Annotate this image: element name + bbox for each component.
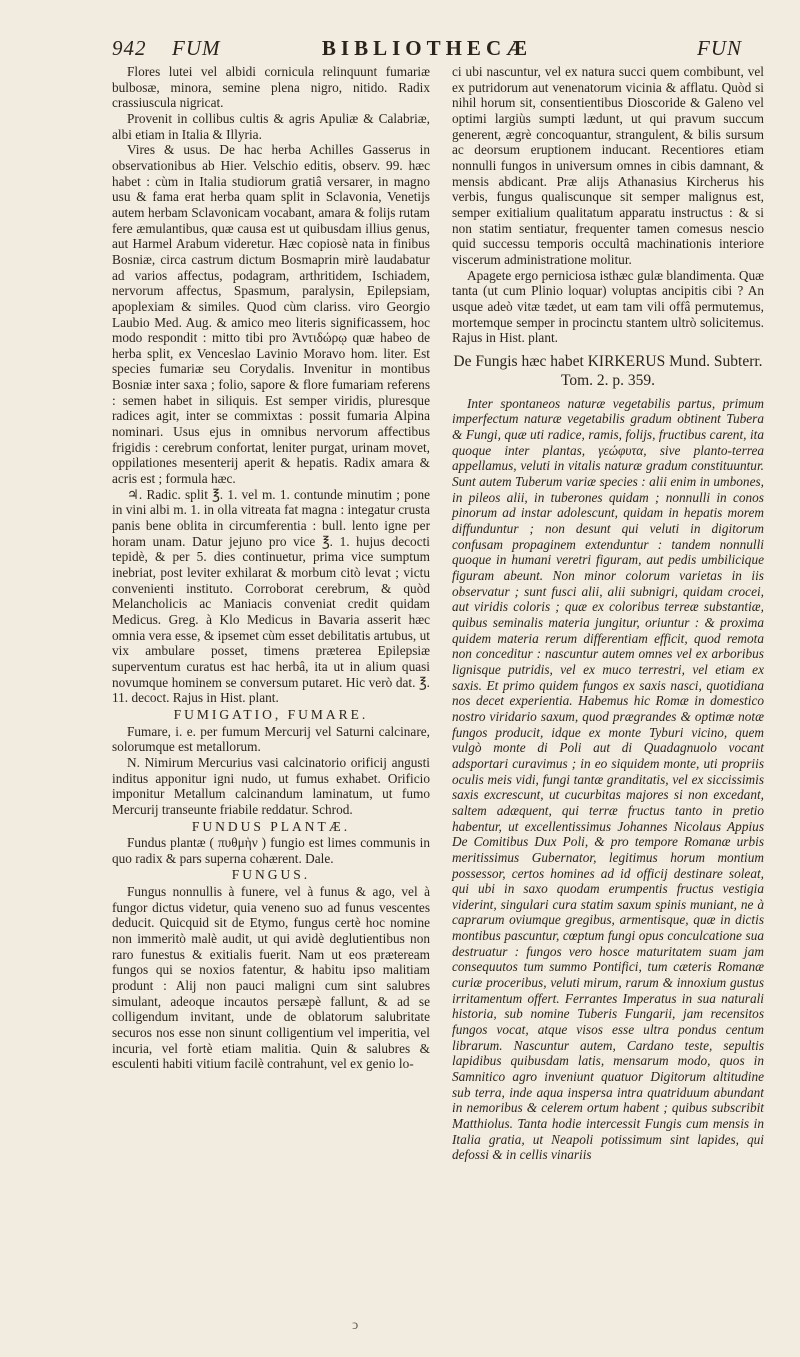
left-column (112, 64, 430, 1072)
paragraph-recipe: ♃. Radic. split ℥. 1. vel m. 1. contunde minutim ; pone in vini albi m. 1. in olla vitreata fat magna : integatur crusta panis bene oblita in circumferentia : bull. lento igne per horam unam. Datur jejuno pro vice ℥. 1. hujus decocti tepidè, & per 5. dies continuetur, prima vice sumptum inebriat, post leviter exhilarat & morbum citò levat ; victu convenienti instituto. Corroborat cerebrum, & quòd Melancholicis ac Maniacis conveniat credit quidam Medicus. Greg. à Klo Medicus in Bavaria asserit hæc omnia vera esse, & ipsemet cùm esset debilitatis artubus, ut vix ambulare posset, timens præterea Epilepsiæ superventum curatus est hac herbâ, ita ut in alium quasi novumque hominem se conversum putaret. Hic verò dat. ℥. 11. decoct. Rajus in Hist. plant. (112, 486, 430, 706)
right-column (452, 64, 764, 1163)
header-left-catchword: FUM (172, 36, 221, 60)
heading-fumigatio: FUMIGATIO, FUMARE. (173, 706, 369, 722)
paragraph-flores: Flores lutei vel albidi cornicula relinquunt fumariæ bulbosæ, minora, semine plena nigro, nitido. Radix crassiuscula nigricat. (112, 64, 430, 111)
heading-kirkerus: De Fungis hæc habet KIRKERUS Mund. Subterr. Tom. 2. p. 359. (453, 352, 763, 389)
paragraph-fundus: Fundus plantæ ( πυθμὴν ) fungio est limes communis in quo radix & pars superna cohærent. Dale. (112, 835, 430, 866)
paragraph-continuation: ci ubi nascuntur, vel ex natura succi quem combibunt, vel ex putridorum aut venenatorum vicinia & afflatu. Quòd si nihil horum sit, consentientibus Dioscoride & Galeno vel optimi largiùs sumpti lædunt, ut qui pravum succum generent, ægrè concoquantur, strangulent, & bilis sursum ac deorsum eruptionem inducant. Recentiores etiam nonnulli fungos in universum omnes in cibis damnant, & mensis abdicant. Præ alijs Athanasius Kircherus his verbis, fungus qualiscunque sit semper malignus est, semper exitialium qualitatum apparatu instructus : & si non statim sentiatur, frequenter tamen comesus nescio quid successu temporis occultâ machinationis interiore viscerum administratione molitur. (452, 64, 764, 267)
paragraph-vires: Vires & usus. De hac herba Achilles Gasserus in observationibus ab Hier. Velschio editis, observ. 99. hæc habet : cùm in Italia studiorum gratiâ versarer, in magno usu & fama erat herba quam split in Sclavonia, Venetijs autem herbam Sclavonicam vocabant, amara & folijs rutam fere æmulantibus, quæ causa est ut quibusdam illius genus, aut Harmel Arabum videretur. Hæc copiosè nata in finibus Bosniæ, circa castrum dictum Bosmaprin mirè laudabatur ad varios affectus, podagram, arthritidem, Ischiadem, nervorum affectus, Spasmum, paralysin, Epilepsiam, apoplexiam & similes. Quod cùm clariss. viro Georgio Laubio Med. Aug. & amico meo literis significassem, hoc modo respondit : mitto tibi pro Ἀντιδώρῳ quæ habeo de herba split, ex Venceslao Lavinio Moravo hom. liter. Est species fumariæ seu Corydalis. Invenitur in montibus Bosniæ inter saxa ; folio, sapore & flore fumariam referens : semen habet in siliquis. Est semper viridis, pluresque radices agit, inter se commixtas : possit fumaria Alpina nominari. Usus ejus in omnibus nervorum affectibus frigidis : cerebrum confortat, leniter purgat, urinam movet, oppilationes mesenterij aperit & hepatis. Radix amara & acris est ; formula hæc. (112, 142, 430, 487)
paragraph-provenit: Provenit in collibus cultis & agris Apuliæ & Calabriæ, albi etiam in Italia & Illyria. (112, 110, 430, 142)
running-header (112, 34, 742, 64)
paragraph-apagete: Apagete ergo perniciosa isthæc gulæ blandimenta. Quæ tanta (ut cum Plinio loquar) voluptas ancipitis cibi ? An usque adeò vitæ tædet, ut eam tam vili offâ permutemus, mortemque semper in procinctu stantem ultrò solicitemus. Rajus in Hist. plant. (452, 267, 764, 346)
paragraph-kirkerus-quote: Inter spontaneos naturæ vegetabilis partus, primum imperfectum naturæ vegetabilis gradum obtinent Tubera & Fungi, quæ uti radice, ramis, folijs, fructibus carent, ita quoque inter plantas, γεώφυτα, sive planto-terrea appellamus, veluti in vitalis naturæ gradum constituuntur. Sunt autem Tuberum variæ species : alii enim in umbones, in pileos alii, in tuberones quidam ; nonnulli in conos pinorum ad instar adolescunt, quidam in hepatis morem diffunduntur ; non desunt qui veluti in digitorum confusam propaginem extenduntur : tandem nonnulli quoque in humani veretri figuram, aut pedis umbilicique figuram abeunt. Non minor colorum varietas in iis observatur ; sunt fusci alii, alii subnigri, quidam crocei, aut viridis coloris ; quæ ex coloribus terreæ substantiæ, quibus seminalis materia jungitur, oriuntur : & proxima quidem materia rerum differentiam efficit, quod remota non conceditur : nascuntur autem omnes vel ex arboribus lignisque putridis, vel ex muco terrestri, vel etiam ex saxis. Et primo quidem fungos ex saxis nasci, quotidiana nos decet experientia. Habemus hic Romæ in domestico nostro viridario saxum, quod prægrandes & optimæ notæ fungos producit, idque ex monte Tyburi vicino, quem vulgò monte di Poli aut di Quadagnuolo vocant adsportari curavimus ; in eo siquidem monte, uti propriis oculis meis vidi, fungi tantæ granditatis, vel ex siccissimis saxis excrescunt, ut cucurbitas majores si non excedant, saltem adæquent, qui terræ fructus tanto in pretio habentur, ut excellentissimus Johannes Nicolaus Appius De Comitibus Dux Poli, & pro tempore Romanæ urbis meritissimus Gubernator, legitimus horum montium possessor, certos homines ad id officij destinare soleat, qui ubi in saxo quodam erumpentis fructus vestigia viderint, singulari cura statim saxum spinis muniant, ne à caprarum oviumque gregibus, armentisque, quæ in dictis montibus pascuntur, cœptum fungi opus conculcatione sua destruatur : fungos vero hosce maturitatem suam jam consequutos tum summo Pontifici, tum cæteris Romanæ curiæ proceribus, veluti mirum, rarum & innoxium gustus irritamentum offert. Ferrantes Imperatus in sua naturali historia, sub nomine Tuberis Fungarii, jam recensitos fungos vocat, atque visos esse ultra pondus centum librarum. Nascuntur autem, Cardano teste, sepultis lapidibus quibusdam latis, mensarum modo, quos in Samnitico agro inveniunt quatuor Digitorum altitudine sub terra, inde aqua inspersa intra quatriduum abundant in nemoribus & celerem ortum habent ; quibus subscribit Matthiolus. Tanta hodie intercessit Fungis cum mensis in Italia gratia, ut Neapoli potissimum sint lapides, qui defossi & in cellis vinariis (452, 395, 764, 1163)
page-number: 942 (112, 36, 147, 60)
paragraph-fungus: Fungus nonnullis à funere, vel à funus & ago, vel à fungor dictus videtur, quia veneno suo ad funus vescentes deducit. Quicquid sit de Etymo, fungus certè hoc nomine non immeritò malè audit, ut qui avidè deglutientibus non raro funestus & exitialis fuerit. Nam ut eos præteream fungos qui se noxios fatentur, & habitu ipso malitiam produnt : Alij non pauci maligni cum sint salubres simulant, adeoque incautos persæpè fallunt, & ad se colligendum invitant, unde de oblatorum salubritate securos nos esse non sinunt colligentium vel imperitia, vel incuria, vel fortè etiam malitia. Quin & salubres & esculenti habiti vitium facilè contrahunt, vel ex genio lo- (112, 884, 430, 1072)
footer-printer-mark: ͻ (352, 1318, 359, 1333)
paragraph-nimirum: N. Nimirum Mercurius vasi calcinatorio orificij angusti inditus apponitur igni nudo, ut fumus exhabet. Orificio imponitur Metallum calcinandum laminatum, ut fumo Mercurij transeunte friabile reddatur. Schrod. (112, 754, 430, 817)
header-right-catchword: FUN (697, 36, 742, 60)
paragraph-fumare: Fumare, i. e. per fumum Mercurij vel Saturni calcinare, solorumque est metallorum. (112, 723, 430, 755)
heading-fundus-plantae: FUNDUS PLANTÆ. (191, 818, 351, 834)
header-title: BIBLIOTHECÆ (321, 36, 533, 60)
heading-fungus: FUNGUS. (231, 867, 311, 883)
